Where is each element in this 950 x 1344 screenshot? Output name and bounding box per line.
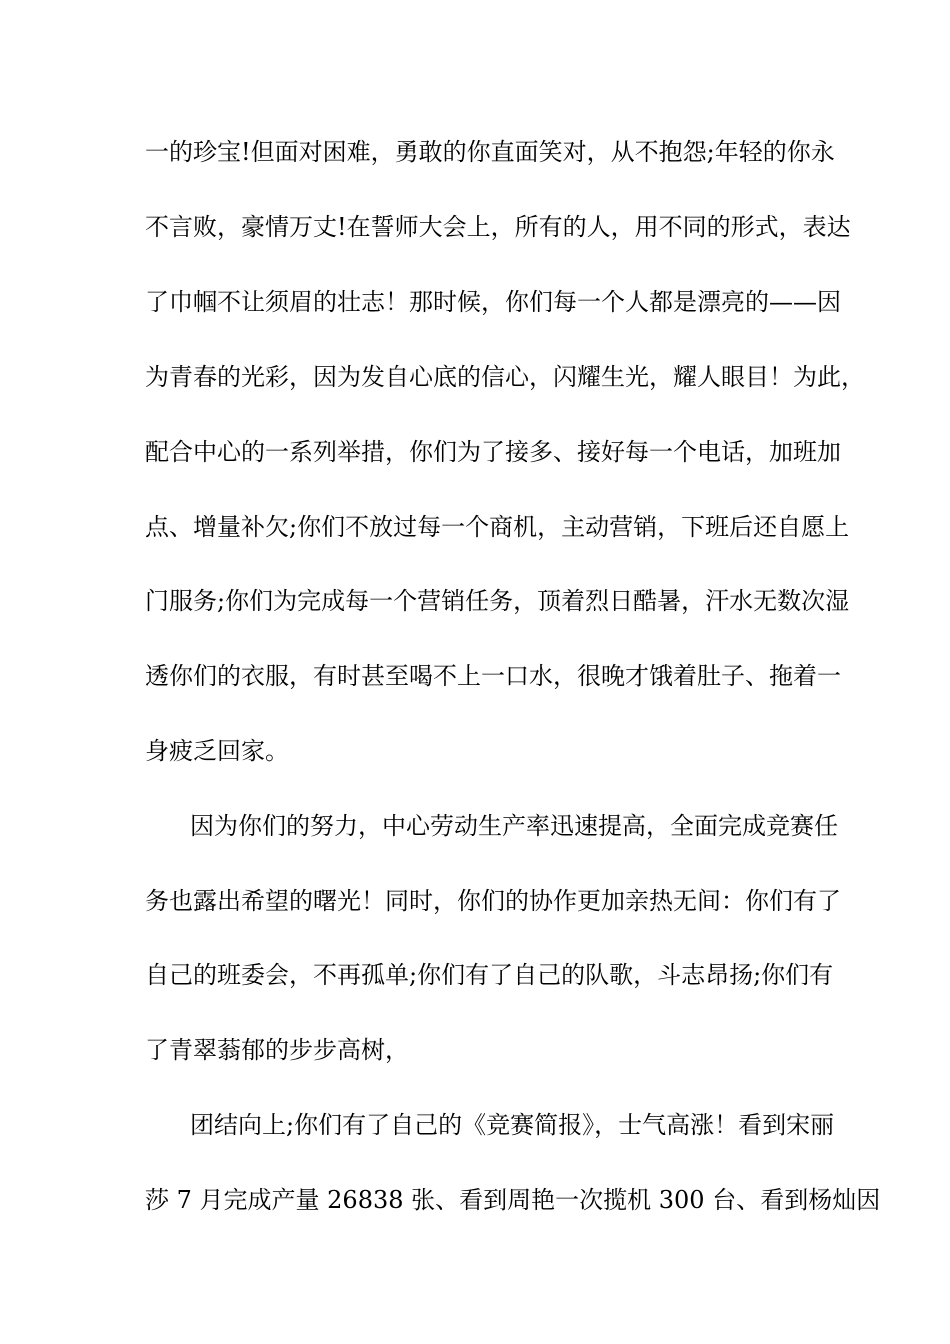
text-line-8: 透你们的衣服，有时甚至喝不上一口水，很晚才饿着肚子、拖着一 [145, 662, 841, 690]
text-line-1: 一的珍宝!但面对困难，勇敢的你直面笑对，从不抱怨;年轻的你永 [145, 138, 835, 166]
text-line-10: 因为你们的努力，中心劳动生产率迅速提高，全面完成竞赛任 [190, 812, 838, 840]
text-line-4: 为青春的光彩，因为发自心底的信心，闪耀生光，耀人眼目！为此， [145, 363, 865, 391]
text-line-13: 了青翠蓊郁的步步高树， [145, 1036, 409, 1064]
text-line-7: 门服务;你们为完成每一个营销任务，顶着烈日酷暑，汗水无数次湿 [145, 587, 850, 615]
text-line-9: 身疲乏回家。 [145, 737, 289, 765]
text-line-15: 莎 7 月完成产量 26838 张、看到周艳一次揽机 300 台、看到杨灿因 [145, 1186, 881, 1214]
text-line-6: 点、增量补欠;你们不放过每一个商机，主动营销，下班后还自愿上 [145, 513, 850, 541]
text-line-12: 自己的班委会，不再孤单;你们有了自己的队歌，斗志昂扬;你们有 [145, 961, 834, 989]
text-line-3: 了巾帼不让须眉的壮志！那时候，你们每一个人都是漂亮的——因 [145, 288, 841, 316]
text-line-2: 不言败，豪情万丈!在誓师大会上，所有的人，用不同的形式，表达 [145, 213, 851, 241]
text-line-14: 团结向上;你们有了自己的《竞赛简报》，士气高涨！看到宋丽 [190, 1111, 835, 1139]
text-line-11: 务也露出希望的曙光！同时，你们的协作更加亲热无间：你们有了 [145, 887, 841, 915]
text-line-5: 配合中心的一系列举措，你们为了接多、接好每一个电话，加班加 [145, 438, 841, 466]
